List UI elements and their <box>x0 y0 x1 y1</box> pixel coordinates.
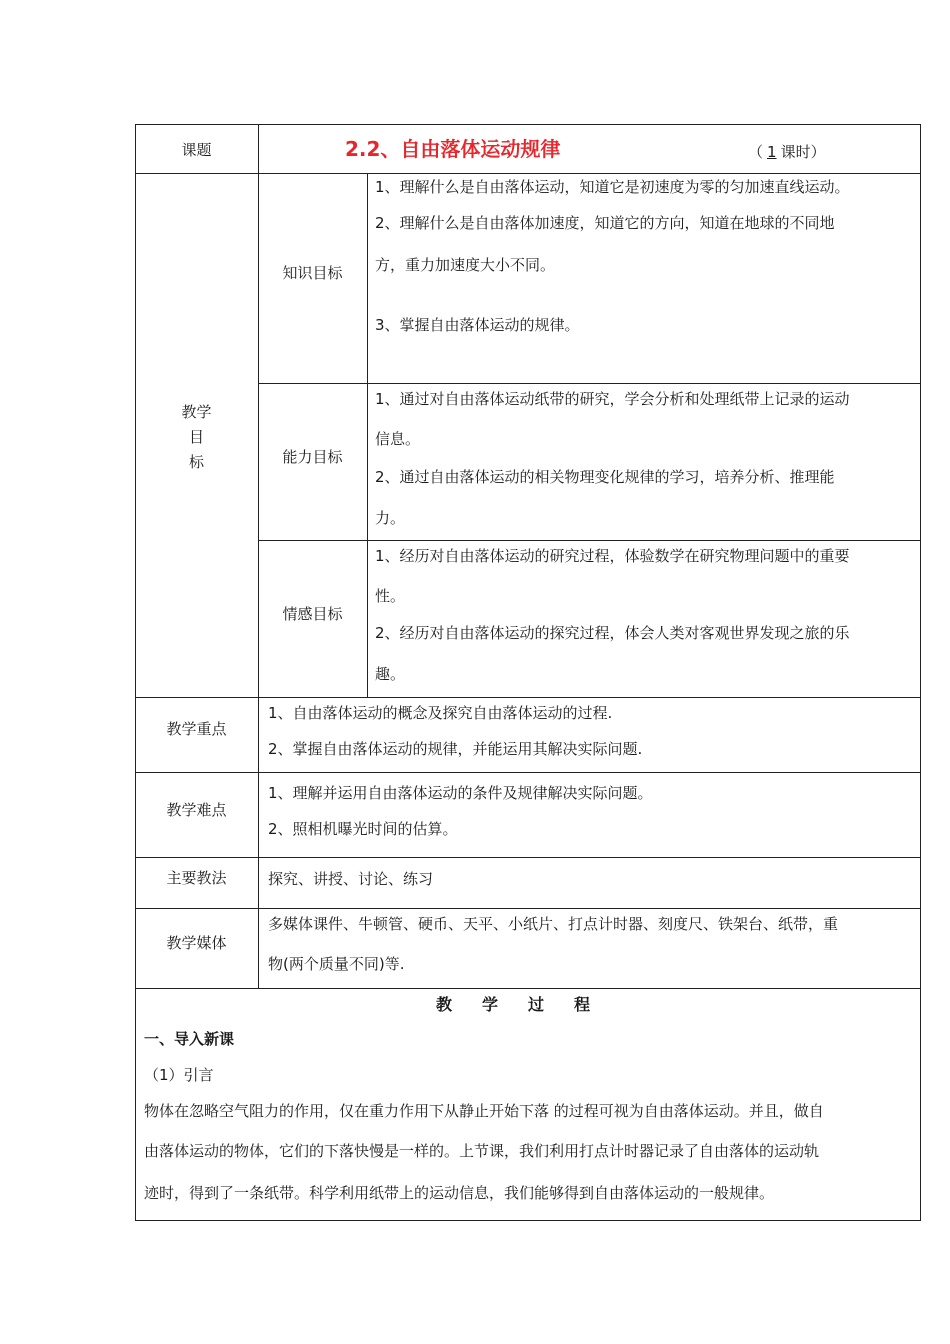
paragraph-line: 迹时，得到了一条纸带。科学利用纸带上的运动信息，我们能够得到自由落体运动的一般规律。 <box>144 1184 775 1202</box>
lesson-plan-table <box>135 124 921 1221</box>
knowledge-line: 1、理解什么是自由落体运动，知道它是初速度为零的匀加速直线运动。 <box>375 178 850 196</box>
ability-line: 1、通过对自由落体运动纸带的研究，学会分析和处理纸带上记录的运动 <box>375 390 850 408</box>
ability-line: 2、通过自由落体运动的相关物理变化规律的学习，培养分析、推理能 <box>375 468 835 486</box>
objectives-label-line: 教学 <box>181 403 212 421</box>
key-points-label: 教学重点 <box>166 720 227 738</box>
ability-label: 能力目标 <box>282 448 343 466</box>
row-divider <box>135 772 921 773</box>
emotion-line: 性。 <box>375 587 406 605</box>
knowledge-line: 2、理解什么是自由落体加速度，知道它的方向，知道在地球的不同地 <box>375 214 835 232</box>
emotion-line: 2、经历对自由落体运动的探究过程，体会人类对客观世界发现之旅的乐 <box>375 624 850 642</box>
media-line: 多媒体课件、牛顿管、硬币、天平、小纸片、打点计时器、刻度尺、铁架台、纸带，重 <box>268 915 839 933</box>
paragraph-line: 物体在忽略空气阻力的作用，仅在重力作用下从静止开始下落 的过程可视为自由落体运动。并且，做自 <box>144 1102 824 1120</box>
difficulties-label: 教学难点 <box>166 801 227 819</box>
ability-line: 力。 <box>375 509 406 527</box>
row-divider <box>135 988 921 989</box>
knowledge-label: 知识目标 <box>282 264 343 282</box>
row-divider <box>258 540 921 541</box>
process-heading: 教学过程 <box>435 995 620 1014</box>
row-divider <box>135 857 921 858</box>
methods-label: 主要教法 <box>166 869 227 887</box>
difficulties-line: 2、照相机曝光时间的估算。 <box>268 820 458 838</box>
difficulties-line: 1、理解并运用自由落体运动的条件及规律解决实际问题。 <box>268 784 653 802</box>
emotion-line: 趣。 <box>375 665 406 683</box>
key-points-line: 1、自由落体运动的概念及探究自由落体运动的过程. <box>268 704 613 722</box>
period-close: 课时） <box>780 143 826 161</box>
media-line: 物(两个质量不同)等. <box>268 955 405 973</box>
column-divider <box>258 124 259 988</box>
row-divider <box>135 908 921 909</box>
paragraph-line: 由落体运动的物体，它们的下落快慢是一样的。上节课，我们利用打点计时器记录了自由落体的运动轨 <box>144 1142 820 1160</box>
emotion-line: 1、经历对自由落体运动的研究过程，体验数学在研究物理问题中的重要 <box>375 547 850 565</box>
period-open: （ <box>748 143 764 161</box>
key-points-line: 2、掌握自由落体运动的规律，并能运用其解决实际问题. <box>268 740 643 758</box>
row-divider <box>135 697 921 698</box>
subsection-heading: （1）引言 <box>144 1066 214 1084</box>
emotion-label: 情感目标 <box>282 605 343 623</box>
objectives-label-line: 目 <box>188 428 204 446</box>
row-divider <box>135 173 921 174</box>
row-divider <box>258 383 921 384</box>
header-label: 课题 <box>181 141 212 159</box>
column-divider <box>367 173 368 697</box>
period-number: 1 <box>767 143 777 161</box>
objectives-label <box>135 400 258 475</box>
knowledge-line: 3、掌握自由落体运动的规律。 <box>375 316 580 334</box>
lesson-period <box>748 141 826 162</box>
section-heading: 一、导入新课 <box>144 1030 235 1048</box>
media-label: 教学媒体 <box>166 934 227 952</box>
lesson-title: 2.2、自由落体运动规律 <box>345 137 561 161</box>
ability-line: 信息。 <box>375 430 421 448</box>
methods-text: 探究、讲授、讨论、练习 <box>268 870 434 888</box>
knowledge-line: 方，重力加速度大小不同。 <box>375 256 556 274</box>
objectives-label-line: 标 <box>188 453 204 471</box>
